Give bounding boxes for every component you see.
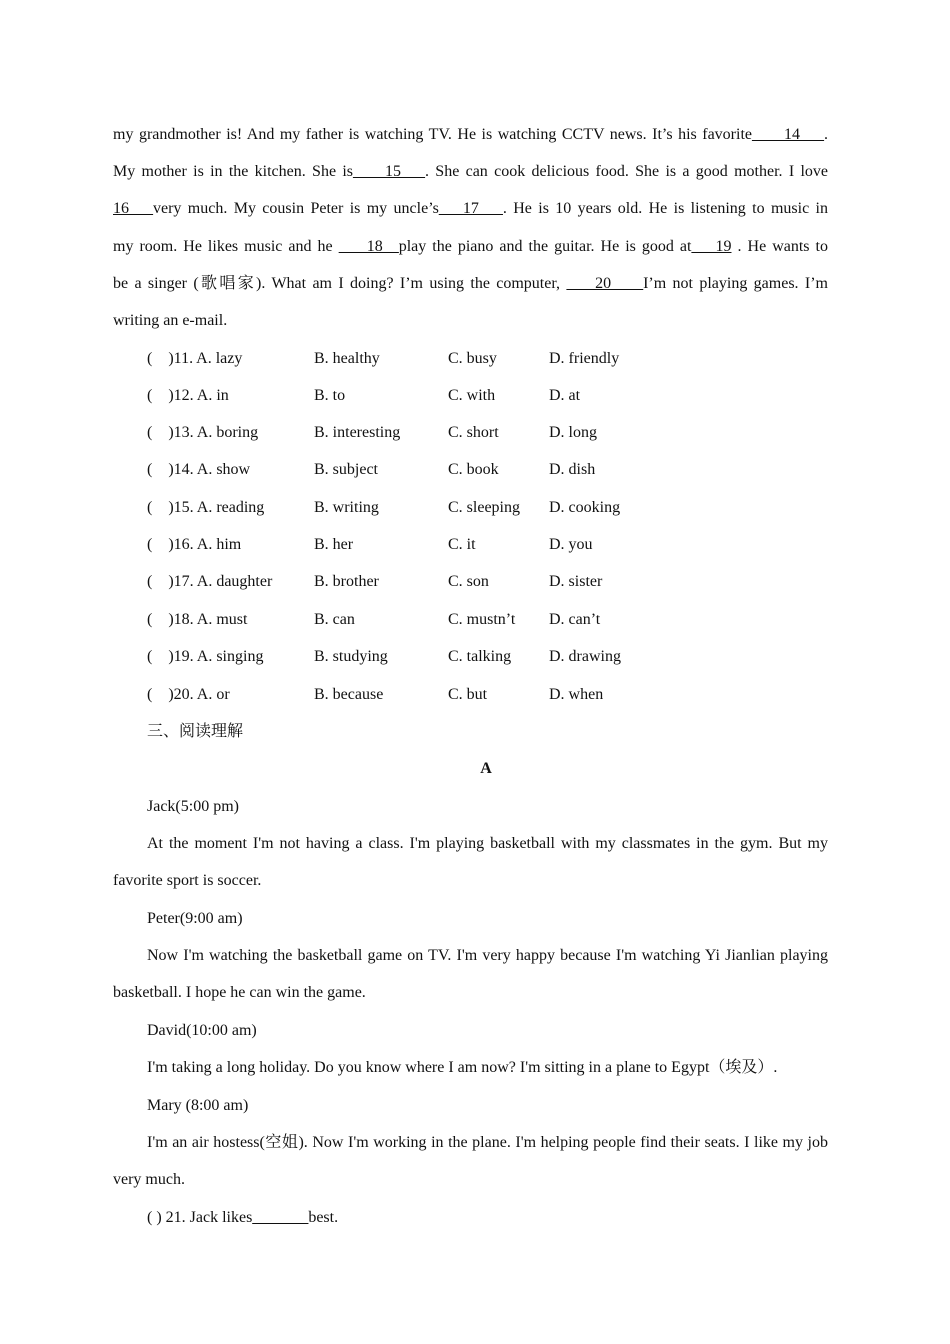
blank-16-line: ___: [129, 200, 153, 217]
passage-title: A: [480, 760, 492, 777]
option-b: B. can: [314, 611, 355, 628]
blank-14: ____14___: [752, 126, 824, 143]
peter-heading: Peter(9:00 am): [147, 910, 243, 927]
option-d: D. drawing: [549, 648, 621, 665]
option-b: B. her: [314, 536, 354, 553]
blank-19: ___19: [691, 238, 732, 255]
david-heading: David(10:00 am): [147, 1022, 257, 1039]
cloze-text: My mother is in the kitchen. She is: [113, 163, 354, 180]
option-d: D. friendly: [549, 350, 620, 367]
blank-17: ___17___: [438, 200, 503, 217]
option-b: B. studying: [314, 648, 388, 665]
question-stem: ( )15. A. reading: [147, 499, 265, 516]
option-c: C. mustn’t: [448, 611, 516, 628]
cloze-line-1: [113, 116, 828, 153]
option-d: D. cooking: [549, 499, 621, 516]
option-d: D. long: [549, 424, 597, 441]
jack-heading: Jack(5:00 pm): [147, 798, 239, 815]
mary-paragraph: I'm an air hostess(空姐). Now I'm working in the plane. I'm helping people find their seats. I like my job very much.: [113, 1134, 828, 1189]
option-b: B. interesting: [314, 424, 401, 441]
option-d: D. at: [549, 387, 581, 404]
option-c: C. with: [448, 387, 496, 404]
section-heading: 三、阅读理解: [147, 723, 244, 740]
question-21: [147, 1199, 828, 1236]
option-d: D. can’t: [549, 611, 601, 628]
question-stem: ( )19. A. singing: [147, 648, 264, 665]
option-c: C. sleeping: [448, 499, 520, 516]
question-stem: ( )12. A. in: [147, 387, 229, 404]
question-stem: ( )18. A. must: [147, 611, 248, 628]
option-c: C. busy: [448, 350, 497, 367]
cloze-line-5: [113, 265, 828, 302]
question-stem: ( )20. A. or: [147, 686, 230, 703]
option-d: D. you: [549, 536, 593, 553]
option-c: C. but: [448, 686, 488, 703]
cloze-text: I’m not playing games. I’m: [643, 275, 828, 292]
cloze-text: . He wants to: [731, 238, 828, 255]
blank-15: ____15___: [353, 163, 426, 180]
option-d: D. sister: [549, 573, 603, 590]
blank-20: __20____: [566, 275, 644, 292]
cloze-text: be a singer (歌唱家). What am I doing? I’m using the computer,: [113, 275, 567, 292]
cloze-text: my room. He likes music and he: [113, 238, 339, 255]
cloze-text: . He is 10 years old. He is listening to music in: [502, 200, 829, 217]
mary-heading: Mary (8:00 am): [147, 1097, 249, 1114]
cloze-text: .: [824, 126, 828, 143]
cloze-text: play the piano and the guitar. He is good at: [398, 238, 692, 255]
david-paragraph: I'm taking a long holiday. Do you know where I am now? I'm sitting in a plane to Egypt（埃及）.: [147, 1059, 778, 1076]
cloze-line-2: [113, 153, 828, 190]
option-c: C. it: [448, 536, 476, 553]
question-stem: ( )11. A. lazy: [147, 350, 243, 367]
cloze-text: very much. My cousin Peter is my uncle’s: [153, 200, 439, 217]
cloze-line-6: writing an e-mail.: [113, 312, 228, 329]
question-stem: ( )16. A. him: [147, 536, 242, 553]
option-c: C. book: [448, 461, 499, 478]
peter-paragraph: Now I'm watching the basketball game on TV. I'm very happy because I'm watching Yi Jianlian playing basketball. I hope he can win the game.: [113, 947, 828, 1002]
option-b: B. writing: [314, 499, 379, 516]
option-b: B. brother: [314, 573, 379, 590]
option-b: B. to: [314, 387, 346, 404]
cloze-text: my grandmother is! And my father is watching TV. He is watching CCTV news. It’s his favorite: [113, 126, 752, 143]
option-c: C. short: [448, 424, 499, 441]
option-d: D. dish: [549, 461, 596, 478]
option-c: C. talking: [448, 648, 512, 665]
jack-paragraph: At the moment I'm not having a class. I'm playing basketball with my classmates in the gym. But my favorite sport is soccer.: [113, 835, 828, 890]
cloze-line-3: [113, 190, 828, 227]
question-stem: ( )14. A. show: [147, 461, 251, 478]
question-21-end: best.: [308, 1209, 339, 1226]
answer-blank: _______: [252, 1209, 309, 1226]
question-21-stem: ( ) 21. Jack likes: [147, 1209, 253, 1226]
option-c: C. son: [448, 573, 489, 590]
blank-16: 16: [113, 200, 129, 217]
blank-18: __18__: [338, 238, 399, 255]
option-d: D. when: [549, 686, 604, 703]
cloze-text: . She can cook delicious food. She is a good mother. I love: [425, 163, 828, 180]
option-b: B. healthy: [314, 350, 380, 367]
option-b: B. because: [314, 686, 384, 703]
option-b: B. subject: [314, 461, 378, 478]
question-stem: ( )13. A. boring: [147, 424, 259, 441]
question-stem: ( )17. A. daughter: [147, 573, 273, 590]
cloze-line-4: [113, 228, 828, 265]
